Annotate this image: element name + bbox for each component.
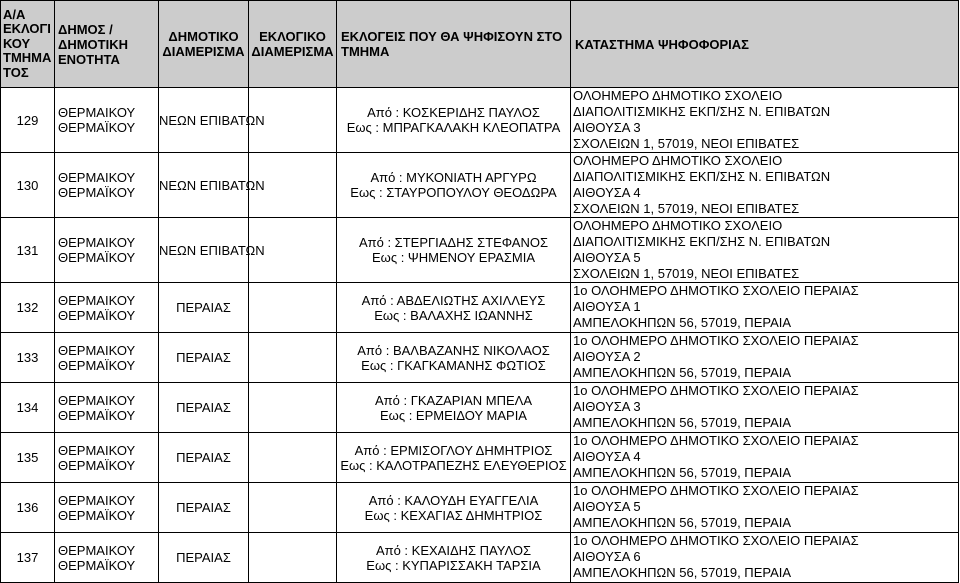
cell-voters-range: [337, 153, 571, 218]
cell-municipality: [55, 153, 159, 218]
range-to: Εως : ΓΚΑΓΚΑΜΑΝΗΣ ΦΩΤΙΟΣ: [361, 357, 546, 373]
cell-aa: 132: [1, 283, 55, 333]
cell-voters-range: [337, 433, 571, 483]
polling-station-line: ΑΙΘΟΥΣΑ 5: [573, 499, 641, 514]
range-from: Από : ΣΤΕΡΓΙΑΔΗΣ ΣΤΕΦΑΝΟΣ: [358, 235, 549, 250]
cell-electoral-district: [249, 333, 337, 383]
municipality-line: ΘΕΡΜΑΪΚΟΥ: [58, 357, 136, 373]
polling-station-line: 1ο ΟΛΟΗΜΕΡΟ ΔΗΜΟΤΙΚΟ ΣΧΟΛΕΙΟ ΠΕΡΑΙΑΣ: [573, 533, 859, 548]
table-row: [1, 483, 959, 533]
polling-station-line: ΑΜΠΕΛΟΚΗΠΩΝ 56, 57019, ΠΕΡΑΙΑ: [573, 315, 792, 330]
polling-station-line: ΑΜΠΕΛΟΚΗΠΩΝ 56, 57019, ΠΕΡΑΙΑ: [573, 515, 792, 530]
cell-voters-range: [337, 88, 571, 153]
municipality-line: ΘΕΡΜΑΙΚΟΥ: [58, 542, 136, 558]
cell-electoral-district: [249, 533, 337, 583]
range-from: Από : ΒΑΛΒΑΖΑΝΗΣ ΝΙΚΟΛΑΟΣ: [357, 342, 550, 358]
table-row: [1, 533, 959, 583]
cell-municipality: [55, 533, 159, 583]
cell-polling-station: [571, 433, 959, 483]
range-from: Από : ΚΕΧΑΙΔΗΣ ΠΑΥΛΟΣ: [375, 542, 532, 558]
cell-municipal-district: ΝΕΩΝ ΕΠΙΒΑΤΩΝ: [159, 153, 249, 218]
range-to: Εως : ΚΑΛΟΤΡΑΠΕΖΗΣ ΕΛΕΥΘΕΡΙΟΣ: [340, 457, 567, 473]
polling-station-line: ΑΙΘΟΥΣΑ 2: [573, 349, 641, 364]
municipality-line: ΘΕΡΜΑΪΚΟΥ: [58, 457, 136, 473]
cell-polling-station: [571, 333, 959, 383]
polling-station-line: ΟΛΟΗΜΕΡΟ ΔΗΜΟΤΙΚΟ ΣΧΟΛΕΙΟ: [573, 218, 783, 233]
cell-municipal-district: ΠΕΡΑΙΑΣ: [159, 283, 249, 333]
municipality-line: ΘΕΡΜΑΙΚΟΥ: [58, 292, 136, 308]
range-from: Από : ΑΒΔΕΛΙΩΤΗΣ ΑΧΙΛΛΕΥΣ: [361, 292, 546, 308]
cell-aa: 135: [1, 433, 55, 483]
polling-station-line: 1ο ΟΛΟΗΜΕΡΟ ΔΗΜΟΤΙΚΟ ΣΧΟΛΕΙΟ ΠΕΡΑΙΑΣ: [573, 383, 859, 398]
municipality-line: ΘΕΡΜΑΪΚΟΥ: [58, 407, 136, 423]
cell-municipality: [55, 283, 159, 333]
municipality-line: ΘΕΡΜΑΪΚΟΥ: [58, 185, 136, 200]
polling-station-line: ΑΜΠΕΛΟΚΗΠΩΝ 56, 57019, ΠΕΡΑΙΑ: [573, 465, 792, 480]
polling-station-line: 1ο ΟΛΟΗΜΕΡΟ ΔΗΜΟΤΙΚΟ ΣΧΟΛΕΙΟ ΠΕΡΑΙΑΣ: [573, 483, 859, 498]
municipality-line: ΘΕΡΜΑΙΚΟΥ: [58, 342, 136, 358]
polling-station-line: ΔΙΑΠΟΛΙΤΙΣΜΙΚΗΣ ΕΚΠ/ΣΗΣ Ν. ΕΠΙΒΑΤΩΝ: [573, 169, 831, 184]
cell-municipality: [55, 483, 159, 533]
cell-municipal-district: ΝΕΩΝ ΕΠΙΒΑΤΩΝ: [159, 218, 249, 283]
polling-station-line: ΑΙΘΟΥΣΑ 1: [573, 299, 641, 314]
polling-station-line: ΑΙΘΟΥΣΑ 3: [573, 120, 641, 135]
range-to: Εως : ΚΥΠΑΡΙΣΣΑΚΗ ΤΑΡΣΙΑ: [366, 557, 541, 573]
polling-station-line: 1ο ΟΛΟΗΜΕΡΟ ΔΗΜΟΤΙΚΟ ΣΧΟΛΕΙΟ ΠΕΡΑΙΑΣ: [573, 283, 859, 298]
table-row: [1, 88, 959, 153]
cell-municipality: [55, 433, 159, 483]
cell-polling-station: [571, 383, 959, 433]
polling-station-line: ΑΙΘΟΥΣΑ 3: [573, 399, 641, 414]
polling-station-line: ΑΙΘΟΥΣΑ 6: [573, 549, 641, 564]
polling-station-line: ΑΙΘΟΥΣΑ 4: [573, 185, 641, 200]
polling-station-line: 1ο ΟΛΟΗΜΕΡΟ ΔΗΜΟΤΙΚΟ ΣΧΟΛΕΙΟ ΠΕΡΑΙΑΣ: [573, 433, 859, 448]
cell-municipal-district: ΠΕΡΑΙΑΣ: [159, 433, 249, 483]
cell-voters-range: [337, 218, 571, 283]
range-to: Εως : ΚΕΧΑΓΙΑΣ ΔΗΜΗΤΡΙΟΣ: [364, 507, 543, 523]
table-row: [1, 383, 959, 433]
table-row: [1, 433, 959, 483]
cell-voters-range: [337, 483, 571, 533]
cell-aa: 129: [1, 88, 55, 153]
range-to: Εως : ΜΠΡΑΓΚΑΛΑΚΗ ΚΛΕΟΠΑΤΡΑ: [346, 120, 561, 135]
cell-electoral-district: [249, 483, 337, 533]
header-electoral-district: ΕΚΛΟΓΙΚΟ ΔΙΑΜΕΡΙΣΜΑ: [249, 1, 337, 88]
header-municipality: ΔΗΜΟΣ / ΔΗΜΟΤΙΚΗ ΕΝΟΤΗΤΑ: [55, 1, 159, 88]
cell-electoral-district: [249, 383, 337, 433]
header-voters-range: ΕΚΛΟΓΕΙΣ ΠΟΥ ΘΑ ΨΗΦΙΣΟΥΝ ΣΤΟ ΤΜΗΜΑ: [337, 1, 571, 88]
cell-municipality: [55, 383, 159, 433]
municipality-line: ΘΕΡΜΑΪΚΟΥ: [58, 250, 136, 265]
polling-station-line: 1ο ΟΛΟΗΜΕΡΟ ΔΗΜΟΤΙΚΟ ΣΧΟΛΕΙΟ ΠΕΡΑΙΑΣ: [573, 333, 859, 348]
municipality-line: ΘΕΡΜΑΙΚΟΥ: [58, 392, 136, 408]
municipality-line: ΘΕΡΜΑΙΚΟΥ: [58, 442, 136, 458]
polling-station-line: ΟΛΟΗΜΕΡΟ ΔΗΜΟΤΙΚΟ ΣΧΟΛΕΙΟ: [573, 88, 783, 103]
municipality-line: ΘΕΡΜΑΙΚΟΥ: [58, 492, 136, 508]
range-from: Από : ΜΥΚΟΝΙΑΤΗ ΑΡΓΥΡΩ: [370, 170, 537, 185]
cell-polling-station: [571, 88, 959, 153]
polling-station-line: ΔΙΑΠΟΛΙΤΙΣΜΙΚΗΣ ΕΚΠ/ΣΗΣ Ν. ΕΠΙΒΑΤΩΝ: [573, 104, 831, 119]
polling-station-line: ΣΧΟΛΕΙΩΝ 1, 57019, ΝΕΟΙ ΕΠΙΒΑΤΕΣ: [573, 136, 800, 151]
polling-station-line: ΑΜΠΕΛΟΚΗΠΩΝ 56, 57019, ΠΕΡΑΙΑ: [573, 565, 792, 580]
polling-station-line: ΟΛΟΗΜΕΡΟ ΔΗΜΟΤΙΚΟ ΣΧΟΛΕΙΟ: [573, 153, 783, 168]
header-polling-station: ΚΑΤΑΣΤΗΜΑ ΨΗΦΟΦΟΡΙΑΣ: [571, 1, 959, 88]
cell-municipal-district: ΠΕΡΑΙΑΣ: [159, 483, 249, 533]
polling-station-line: ΣΧΟΛΕΙΩΝ 1, 57019, ΝΕΟΙ ΕΠΙΒΑΤΕΣ: [573, 201, 800, 216]
municipality-line: ΘΕΡΜΑΪΚΟΥ: [58, 307, 136, 323]
cell-aa: 130: [1, 153, 55, 218]
header-aa: Α/Α ΕΚΛΟΓΙ ΚΟΥ ΤΜΗΜΑ ΤΟΣ: [1, 1, 55, 88]
polling-station-line: ΑΜΠΕΛΟΚΗΠΩΝ 56, 57019, ΠΕΡΑΙΑ: [573, 415, 792, 430]
cell-aa: 131: [1, 218, 55, 283]
municipality-line: ΘΕΡΜΑΙΚΟΥ: [58, 235, 136, 250]
table-body: [1, 88, 959, 583]
cell-polling-station: [571, 283, 959, 333]
municipality-line: ΘΕΡΜΑΪΚΟΥ: [58, 557, 136, 573]
range-from: Από : ΕΡΜΙΣΟΓΛΟΥ ΔΗΜΗΤΡΙΟΣ: [354, 442, 553, 458]
cell-municipality: [55, 218, 159, 283]
cell-voters-range: [337, 533, 571, 583]
cell-aa: 137: [1, 533, 55, 583]
cell-aa: 134: [1, 383, 55, 433]
range-from: Από : ΚΑΛΟΥΔΗ ΕΥΑΓΓΕΛΙΑ: [368, 492, 539, 508]
cell-municipal-district: ΠΕΡΑΙΑΣ: [159, 383, 249, 433]
range-to: Εως : ΒΑΛΑΧΗΣ ΙΩΑΝΝΗΣ: [374, 307, 533, 323]
municipality-line: ΘΕΡΜΑΪΚΟΥ: [58, 120, 136, 135]
range-from: Από : ΓΚΑΖΑΡΙΑΝ ΜΠΕΛΑ: [374, 392, 532, 408]
polling-station-line: ΔΙΑΠΟΛΙΤΙΣΜΙΚΗΣ ΕΚΠ/ΣΗΣ Ν. ΕΠΙΒΑΤΩΝ: [573, 234, 831, 249]
cell-polling-station: [571, 533, 959, 583]
range-from: Από : ΚΟΣΚΕΡΙΔΗΣ ΠΑΥΛΟΣ: [367, 105, 540, 120]
cell-aa: 133: [1, 333, 55, 383]
range-to: Εως : ΨΗΜΕΝΟΥ ΕΡΑΣΜΙΑ: [372, 250, 535, 265]
cell-polling-station: [571, 218, 959, 283]
cell-municipal-district: ΠΕΡΑΙΑΣ: [159, 533, 249, 583]
table-row: [1, 218, 959, 283]
cell-electoral-district: [249, 433, 337, 483]
municipality-line: ΘΕΡΜΑΪΚΟΥ: [58, 507, 136, 523]
cell-polling-station: [571, 153, 959, 218]
cell-municipality: [55, 88, 159, 153]
polling-station-line: ΑΙΘΟΥΣΑ 5: [573, 250, 641, 265]
polling-station-line: ΑΜΠΕΛΟΚΗΠΩΝ 56, 57019, ΠΕΡΑΙΑ: [573, 365, 792, 380]
cell-aa: 136: [1, 483, 55, 533]
cell-municipality: [55, 333, 159, 383]
table-row: [1, 153, 959, 218]
cell-voters-range: [337, 383, 571, 433]
cell-municipal-district: ΠΕΡΑΙΑΣ: [159, 333, 249, 383]
cell-polling-station: [571, 483, 959, 533]
municipality-line: ΘΕΡΜΑΙΚΟΥ: [58, 105, 136, 120]
table-header-row: [1, 1, 959, 88]
municipality-line: ΘΕΡΜΑΙΚΟΥ: [58, 170, 136, 185]
range-to: Εως : ΣΤΑΥΡΟΠΟΥΛΟΥ ΘΕΟΔΩΡΑ: [350, 185, 557, 200]
table-row: [1, 283, 959, 333]
table-row: [1, 333, 959, 383]
cell-electoral-district: [249, 283, 337, 333]
polling-station-line: ΣΧΟΛΕΙΩΝ 1, 57019, ΝΕΟΙ ΕΠΙΒΑΤΕΣ: [573, 266, 800, 281]
cell-voters-range: [337, 333, 571, 383]
cell-municipal-district: ΝΕΩΝ ΕΠΙΒΑΤΩΝ: [159, 88, 249, 153]
header-municipal-district: ΔΗΜΟΤΙΚΟ ΔΙΑΜΕΡΙΣΜΑ: [159, 1, 249, 88]
cell-voters-range: [337, 283, 571, 333]
polling-station-line: ΑΙΘΟΥΣΑ 4: [573, 449, 641, 464]
range-to: Εως : ΕΡΜΕΙΔΟΥ ΜΑΡΙΑ: [380, 407, 527, 423]
